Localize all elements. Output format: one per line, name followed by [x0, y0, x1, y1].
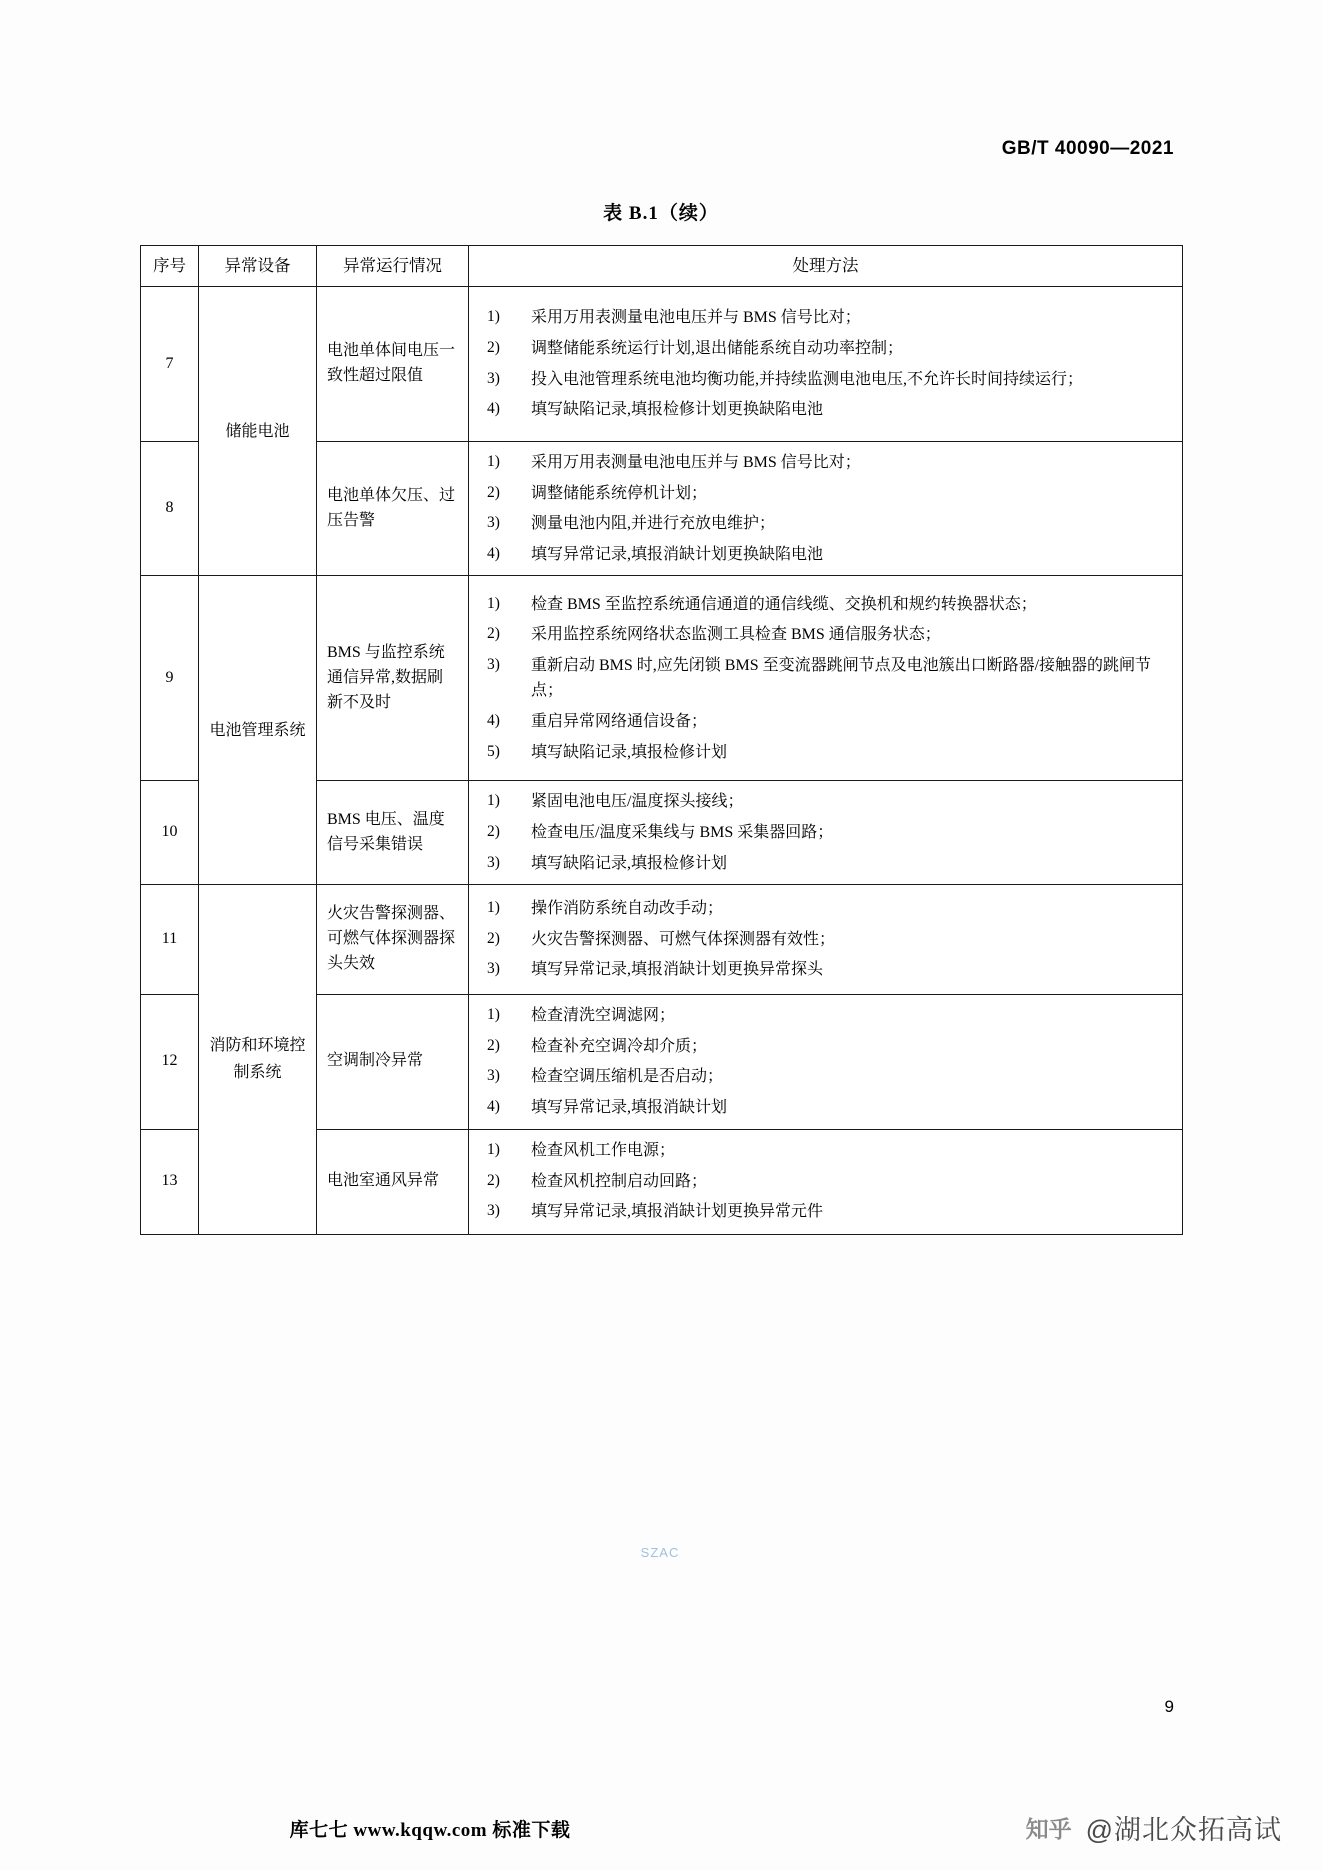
- method-step: 4) 填写异常记录,填报消缺计划: [479, 1095, 1176, 1121]
- method-step: 3) 填写异常记录,填报消缺计划更换异常元件: [479, 1199, 1176, 1225]
- method-step: 3) 检查空调压缩机是否启动；: [479, 1064, 1176, 1090]
- cell-no: 9: [141, 576, 199, 781]
- method-step: 3) 填写缺陷记录,填报检修计划: [479, 851, 1176, 877]
- cell-no: 8: [141, 442, 199, 576]
- step-marker: 1): [487, 1141, 500, 1159]
- cell-no: 11: [141, 885, 199, 995]
- cell-condition: 空调制冷异常: [317, 995, 469, 1129]
- column-header-device: 异常设备: [199, 246, 317, 287]
- step-marker: 3): [487, 655, 500, 673]
- step-marker: 3): [487, 1067, 500, 1085]
- cell-method: [469, 995, 1183, 1129]
- table-body: [141, 287, 1183, 1235]
- method-step-list: [479, 592, 1176, 766]
- step-marker: 1): [487, 594, 500, 612]
- step-marker: 3): [487, 514, 500, 532]
- method-step: 1) 采用万用表测量电池电压并与 BMS 信号比对；: [479, 305, 1176, 331]
- method-step: 1) 检查清洗空调滤网；: [479, 1003, 1176, 1029]
- step-marker: 1): [487, 1006, 500, 1024]
- step-marker: 2): [487, 1036, 500, 1054]
- cell-method: [469, 1129, 1183, 1234]
- zhihu-logo-icon: 知乎: [1025, 1816, 1072, 1842]
- method-step: 5) 填写缺陷记录,填报检修计划: [479, 740, 1176, 766]
- method-step: 4) 填写缺陷记录,填报检修计划更换缺陷电池: [479, 397, 1176, 423]
- method-step-list: [479, 896, 1176, 983]
- cell-method: [469, 287, 1183, 442]
- step-marker: 4): [487, 544, 500, 562]
- cell-device: [199, 885, 317, 1234]
- step-marker: 4): [487, 400, 500, 418]
- device-label: 消防和环境控制系统: [209, 1037, 306, 1082]
- device-label: 电池管理系统: [209, 721, 306, 739]
- cell-condition: 电池单体间电压一致性超过限值: [317, 287, 469, 442]
- zhihu-account-name: @湖北众拓高试: [1085, 1815, 1282, 1845]
- method-step: 3) 投入电池管理系统电池均衡功能,并持续监测电池电压,不允许长时间持续运行；: [479, 367, 1176, 393]
- method-step: 3) 重新启动 BMS 时,应先闭锁 BMS 至变流器跳闸节点及电池簇出口断路器/接触器的跳闸节点；: [479, 653, 1176, 704]
- step-marker: 1): [487, 308, 500, 326]
- cell-condition: 火灾告警探测器、可燃气体探测器探头失效: [317, 885, 469, 995]
- method-step: 2) 火灾告警探测器、可燃气体探测器有效性；: [479, 927, 1176, 953]
- cell-method: [469, 442, 1183, 576]
- step-marker: 2): [487, 625, 500, 643]
- cell-no: 13: [141, 1129, 199, 1234]
- cell-method: [469, 576, 1183, 781]
- method-step: 3) 测量电池内阻,并进行充放电维护；: [479, 511, 1176, 537]
- method-step: 2) 检查风机控制启动回路；: [479, 1169, 1176, 1195]
- cell-method: [469, 781, 1183, 885]
- method-step-list: [479, 305, 1176, 422]
- method-step: 2) 调整储能系统运行计划,退出储能系统自动功率控制；: [479, 336, 1176, 362]
- method-step: 4) 重启异常网络通信设备；: [479, 709, 1176, 735]
- step-marker: 2): [487, 483, 500, 501]
- method-step: 1) 检查 BMS 至监控系统通信通道的通信线缆、交换机和规约转换器状态；: [479, 592, 1176, 618]
- abnormal-operation-table: [140, 245, 1183, 1235]
- footer-site-text: 库七七 www.kqqw.com 标准下载: [289, 1820, 571, 1841]
- table-row: [141, 287, 1183, 442]
- table-header-row: [141, 246, 1183, 287]
- step-marker: 4): [487, 711, 500, 729]
- cell-device: [199, 576, 317, 885]
- method-step: 3) 填写异常记录,填报消缺计划更换异常探头: [479, 957, 1176, 983]
- method-step-list: [479, 1138, 1176, 1225]
- cell-condition: BMS 与监控系统通信异常,数据刷新不及时: [317, 576, 469, 781]
- method-step-list: [479, 789, 1176, 876]
- step-marker: 1): [487, 899, 500, 917]
- cell-no: 7: [141, 287, 199, 442]
- step-marker: 3): [487, 1202, 500, 1220]
- cell-condition: BMS 电压、温度信号采集错误: [317, 781, 469, 885]
- step-marker: 2): [487, 822, 500, 840]
- step-marker: 2): [487, 338, 500, 356]
- step-marker: 3): [487, 960, 500, 978]
- page-watermark: SZAC: [640, 1545, 680, 1560]
- step-marker: 5): [487, 742, 500, 760]
- method-step-list: [479, 1003, 1176, 1120]
- table-caption: 表 B.1（续）: [603, 203, 719, 224]
- step-marker: 1): [487, 792, 500, 810]
- step-marker: 3): [487, 853, 500, 871]
- method-step: 1) 操作消防系统自动改手动；: [479, 896, 1176, 922]
- zhihu-watermark: [1026, 1808, 1282, 1847]
- table-row: [141, 576, 1183, 781]
- cell-no: 12: [141, 995, 199, 1129]
- cell-device: [199, 287, 317, 576]
- step-marker: 4): [487, 1097, 500, 1115]
- device-label: 储能电池: [225, 422, 290, 440]
- method-step: 1) 检查风机工作电源；: [479, 1138, 1176, 1164]
- column-header-condition: 异常运行情况: [317, 246, 469, 287]
- method-step-list: [479, 450, 1176, 567]
- method-step: 1) 紧固电池电压/温度探头接线；: [479, 789, 1176, 815]
- step-marker: 1): [487, 453, 500, 470]
- cell-method: [469, 885, 1183, 995]
- method-step: 1) 采用万用表测量电池电压并与 BMS 信号比对；: [479, 450, 1176, 476]
- table-container: [140, 245, 1182, 1235]
- method-step: 2) 检查补充空调冷却介质；: [479, 1034, 1176, 1060]
- table-row: [141, 885, 1183, 995]
- method-step: 2) 采用监控系统网络状态监测工具检查 BMS 通信服务状态；: [479, 622, 1176, 648]
- step-marker: 3): [487, 369, 500, 387]
- cell-condition: 电池室通风异常: [317, 1129, 469, 1234]
- method-step: 2) 检查电压/温度采集线与 BMS 采集器回路；: [479, 820, 1176, 846]
- standard-code-header: GB/T 40090—2021: [1001, 138, 1174, 159]
- column-header-method: 处理方法: [469, 246, 1183, 287]
- step-marker: 2): [487, 1171, 500, 1189]
- method-step: 4) 填写异常记录,填报消缺计划更换缺陷电池: [479, 542, 1176, 568]
- step-marker: 2): [487, 929, 500, 947]
- cell-condition: 电池单体欠压、过压告警: [317, 442, 469, 576]
- cell-no: 10: [141, 781, 199, 885]
- page-number: 9: [1164, 1697, 1174, 1716]
- method-step: 2) 调整储能系统停机计划；: [479, 481, 1176, 507]
- column-header-no: 序号: [141, 246, 199, 287]
